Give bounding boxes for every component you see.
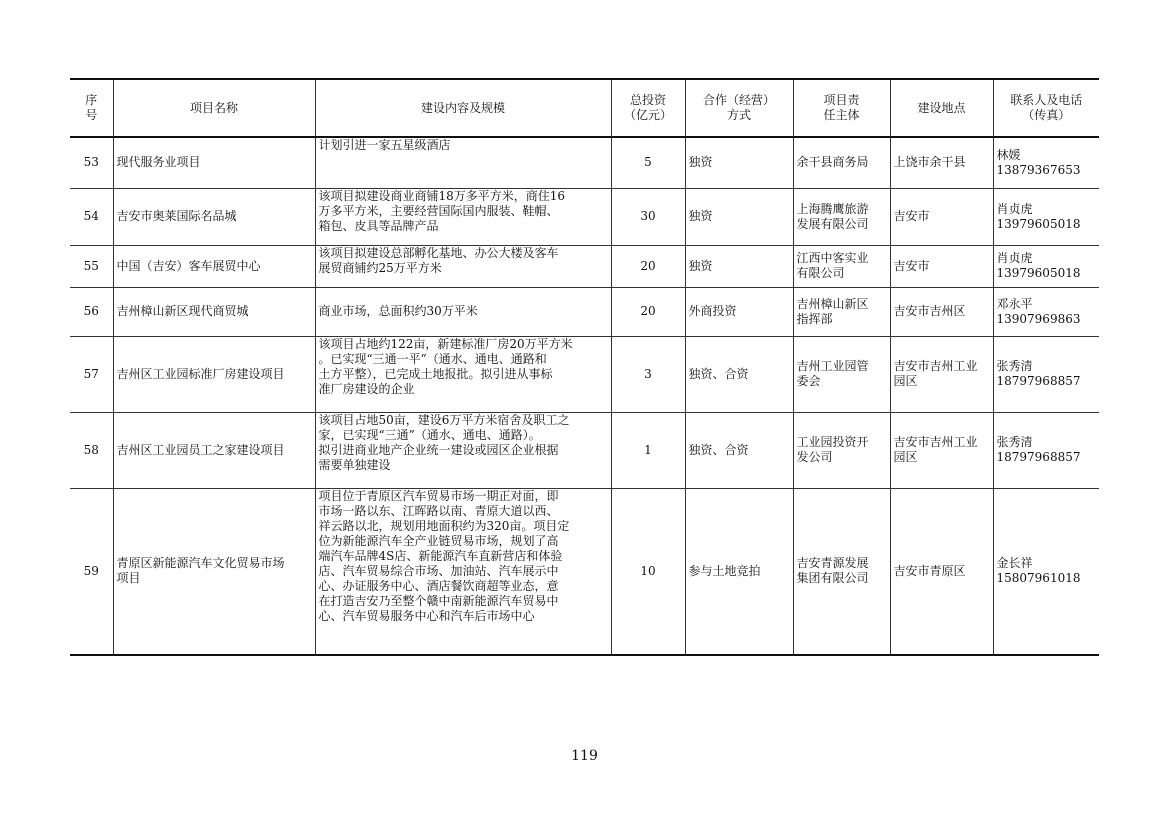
cell-seq: 54 xyxy=(70,188,113,245)
cell-location: 吉安市 xyxy=(890,245,993,287)
cell-contact xyxy=(993,137,1099,188)
page-number: 119 xyxy=(571,748,598,764)
header-content: 建设内容及规模 xyxy=(315,79,611,137)
cell-location: 吉安市吉州区 xyxy=(890,287,993,336)
cell-content: 该项目占地约122亩，新建标准厂房20万平方米 。已实现“三通一平”（通水、通电、通路和 土方平整），已完成土地报批。拟引进从事标 准厂房建设的企业 xyxy=(315,336,611,412)
cell-contact xyxy=(993,336,1099,412)
cell-investment: 30 xyxy=(611,188,685,245)
table-row xyxy=(70,287,1099,336)
cell-content: 商业市场，总面积约30万平米 xyxy=(315,287,611,336)
cell-seq: 56 xyxy=(70,287,113,336)
cell-location: 吉安市青原区 xyxy=(890,488,993,655)
cell-investment: 1 xyxy=(611,412,685,488)
cell-contact xyxy=(993,188,1099,245)
cell-location: 上饶市余干县 xyxy=(890,137,993,188)
cell-owner: 吉安青源发展 集团有限公司 xyxy=(793,488,890,655)
contact-phone: 13979605018 xyxy=(996,216,1081,231)
cell-project-name: 吉州樟山新区现代商贸城 xyxy=(113,287,315,336)
contact-name: 肖贞虎 xyxy=(996,251,1033,265)
cell-content: 该项目拟建设总部孵化基地、办公大楼及客车 展贸商铺约25万平方米 xyxy=(315,245,611,287)
cell-owner: 余干县商务局 xyxy=(793,137,890,188)
cell-cooperation: 独资 xyxy=(685,188,793,245)
contact-phone: 15807961018 xyxy=(996,571,1081,586)
cell-cooperation: 独资、合资 xyxy=(685,336,793,412)
contact-name: 张秀清 xyxy=(996,435,1033,449)
projects-table xyxy=(70,78,1099,656)
table-row xyxy=(70,188,1099,245)
contact-phone: 18797968857 xyxy=(996,450,1081,464)
cell-content: 该项目拟建设商业商铺18万多平方米，商住16 万多平方米，主要经营国际国内服装、鞋帽、 箱包、皮具等品牌产品 xyxy=(315,188,611,245)
contact-phone: 13979605018 xyxy=(996,266,1081,280)
cell-project-name: 吉安市奥莱国际名品城 xyxy=(113,188,315,245)
cell-contact xyxy=(993,287,1099,336)
contact-name: 林媛 xyxy=(996,147,1021,162)
cell-contact xyxy=(993,245,1099,287)
cell-project-name: 吉州区工业园标准厂房建设项目 xyxy=(113,336,315,412)
cell-contact xyxy=(993,488,1099,655)
header-investment: 总投资 （亿元） xyxy=(611,79,685,137)
table-row xyxy=(70,412,1099,488)
contact-name: 肖贞虎 xyxy=(996,201,1033,216)
table-row xyxy=(70,245,1099,287)
contact-phone: 13879367653 xyxy=(996,162,1081,177)
cell-cooperation: 独资 xyxy=(685,245,793,287)
cell-investment: 3 xyxy=(611,336,685,412)
cell-seq: 53 xyxy=(70,137,113,188)
cell-investment: 10 xyxy=(611,488,685,655)
cell-project-name: 青原区新能源汽车文化贸易市场 项目 xyxy=(113,488,315,655)
cell-project-name: 现代服务业项目 xyxy=(113,137,315,188)
cell-project-name: 中国（吉安）客车展贸中心 xyxy=(113,245,315,287)
header-cooperation: 合作（经营） 方式 xyxy=(685,79,793,137)
table-row xyxy=(70,336,1099,412)
cell-owner: 上海腾鹰旅游 发展有限公司 xyxy=(793,188,890,245)
contact-phone: 13907969863 xyxy=(996,311,1081,326)
header-location: 建设地点 xyxy=(890,79,993,137)
table-row xyxy=(70,137,1099,188)
header-contact: 联系人及电话 （传真） xyxy=(993,79,1099,137)
contact-phone: 18797968857 xyxy=(996,374,1081,388)
header-seq: 序 号 xyxy=(70,79,113,137)
contact-name: 邓永平 xyxy=(996,296,1033,311)
cell-cooperation: 参与土地竞拍 xyxy=(685,488,793,655)
header-row xyxy=(70,79,1099,137)
cell-seq: 55 xyxy=(70,245,113,287)
cell-content: 项目位于青原区汽车贸易市场一期正对面，即 市场一路以东、江晖路以南、青原大道以西、 祥云路以北，规划用地面积约为320亩。项目定 位为新能源汽车全产业链贸易市场，规划了高 端汽车品牌4S店、新能源汽车直新营店和体验 店、汽车贸易综合市场、加油站、汽车展示中 心、办证服务中心、酒店餐饮商超等业态，意 在打造吉安乃至整个赣中南新能源汽车贸易中 心、汽车贸易服务中心和汽车后市场中心 xyxy=(315,488,611,655)
cell-investment: 20 xyxy=(611,287,685,336)
contact-name: 金长祥 xyxy=(996,556,1033,571)
table-row xyxy=(70,488,1099,655)
header-project-name: 项目名称 xyxy=(113,79,315,137)
cell-location: 吉安市 xyxy=(890,188,993,245)
cell-content: 计划引进一家五星级酒店 xyxy=(315,137,611,188)
cell-project-name: 吉州区工业园员工之家建设项目 xyxy=(113,412,315,488)
cell-cooperation: 独资 xyxy=(685,137,793,188)
cell-seq: 58 xyxy=(70,412,113,488)
table-header xyxy=(70,79,1099,137)
header-owner: 项目责 任主体 xyxy=(793,79,890,137)
cell-owner: 工业园投资开 发公司 xyxy=(793,412,890,488)
cell-investment: 20 xyxy=(611,245,685,287)
cell-contact xyxy=(993,412,1099,488)
cell-seq: 57 xyxy=(70,336,113,412)
cell-investment: 5 xyxy=(611,137,685,188)
cell-location: 吉安市吉州工业 园区 xyxy=(890,412,993,488)
contact-name: 张秀清 xyxy=(996,359,1033,373)
cell-owner: 江西中客实业 有限公司 xyxy=(793,245,890,287)
cell-owner: 吉州樟山新区 指挥部 xyxy=(793,287,890,336)
cell-location: 吉安市吉州工业 园区 xyxy=(890,336,993,412)
table-body xyxy=(70,137,1099,655)
cell-cooperation: 外商投资 xyxy=(685,287,793,336)
cell-cooperation: 独资、合资 xyxy=(685,412,793,488)
cell-owner: 吉州工业园管 委会 xyxy=(793,336,890,412)
cell-content: 该项目占地50亩，建设6万平方米宿舍及职工之 家，已实现“三通”（通水、通电、通路）。 拟引进商业地产企业统一建设或园区企业根据 需要单独建设 xyxy=(315,412,611,488)
cell-seq: 59 xyxy=(70,488,113,655)
